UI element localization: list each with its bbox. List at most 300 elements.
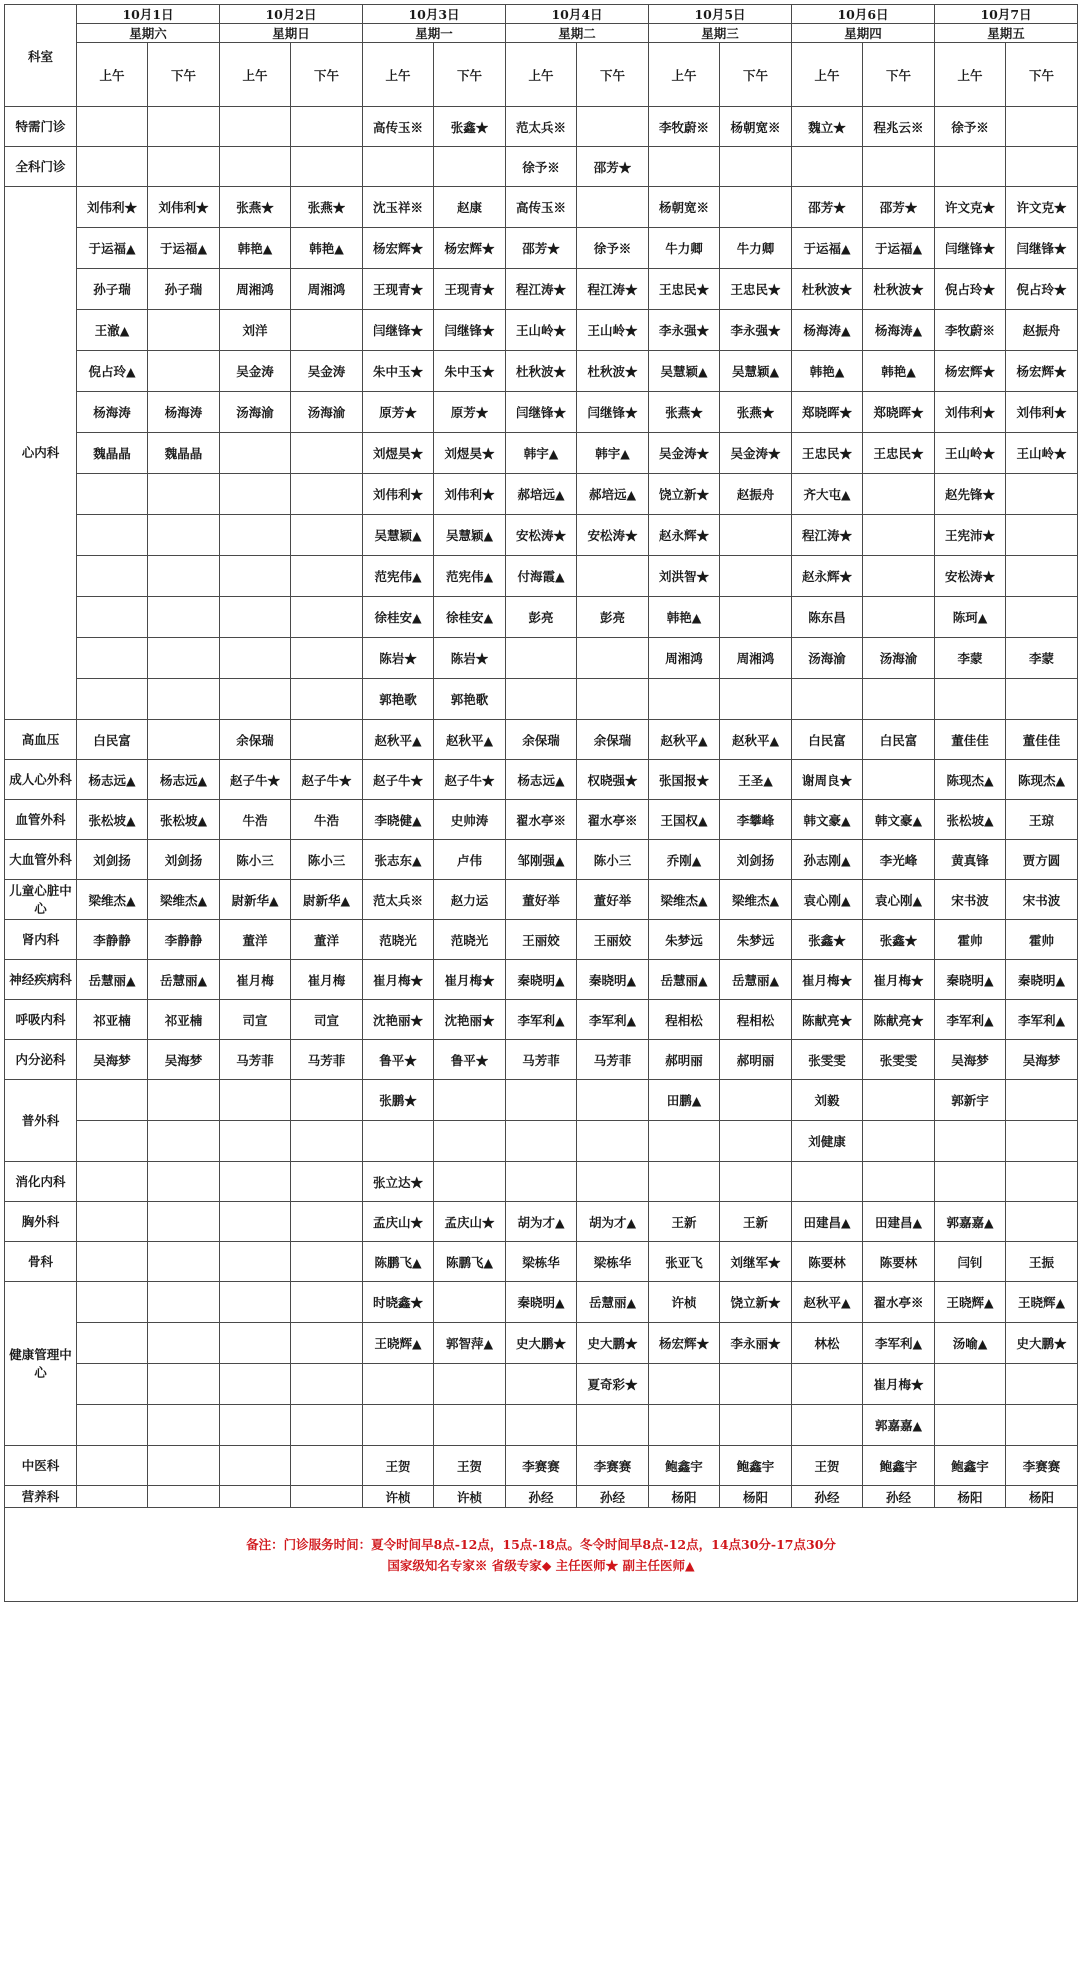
dept-name: 血管外科 (5, 800, 77, 840)
doctor-cell: 张燕★ (220, 187, 291, 228)
doctor-cell: 夏奇彩★ (577, 1364, 649, 1405)
doctor-cell (720, 147, 792, 187)
doctor-cell: 张鑫★ (863, 920, 935, 960)
doctor-cell: 韩艳▲ (291, 228, 363, 269)
morning-header: 上午 (649, 43, 720, 107)
doctor-cell (720, 1364, 792, 1405)
doctor-cell (720, 1080, 792, 1121)
doctor-cell: 朱中玉★ (434, 351, 506, 392)
doctor-cell: 原芳★ (363, 392, 434, 433)
doctor-cell: 白民富 (77, 720, 148, 760)
doctor-cell: 张国报★ (649, 760, 720, 800)
doctor-cell: 徐予※ (506, 147, 577, 187)
afternoon-header: 下午 (720, 43, 792, 107)
doctor-cell: 李军利▲ (506, 1000, 577, 1040)
doctor-cell: 陈岩★ (363, 638, 434, 679)
doctor-cell: 范宪伟▲ (363, 556, 434, 597)
doctor-cell: 李永强★ (720, 310, 792, 351)
morning-header: 上午 (792, 43, 863, 107)
doctor-cell (220, 474, 291, 515)
doctor-cell: 鲍鑫宇 (863, 1446, 935, 1486)
doctor-cell: 赵秋平▲ (363, 720, 434, 760)
doctor-cell (577, 187, 649, 228)
doctor-cell: 魏立★ (792, 107, 863, 147)
doctor-cell (220, 1202, 291, 1242)
doctor-cell: 倪占玲★ (935, 269, 1006, 310)
doctor-cell: 王山岭★ (577, 310, 649, 351)
doctor-cell: 郭智萍▲ (434, 1323, 506, 1364)
doctor-cell (506, 1121, 577, 1162)
doctor-cell: 赵永辉★ (792, 556, 863, 597)
doctor-cell (77, 1405, 148, 1446)
doctor-cell (1006, 1121, 1078, 1162)
doctor-cell (220, 556, 291, 597)
doctor-cell: 余保瑞 (577, 720, 649, 760)
doctor-cell (148, 1202, 220, 1242)
doctor-cell: 崔月梅 (291, 960, 363, 1000)
doctor-cell: 张雯雯 (863, 1040, 935, 1080)
doctor-cell: 王国权▲ (649, 800, 720, 840)
doctor-cell (935, 1162, 1006, 1202)
dept-name: 大血管外科 (5, 840, 77, 880)
doctor-cell (935, 679, 1006, 720)
doctor-cell: 程兆云※ (863, 107, 935, 147)
schedule-row (5, 187, 1078, 228)
doctor-cell: 袁心刚▲ (863, 880, 935, 920)
afternoon-header: 下午 (434, 43, 506, 107)
doctor-cell: 吴海梦 (935, 1040, 1006, 1080)
doctor-cell: 杜秋波★ (577, 351, 649, 392)
doctor-cell: 吴金涛 (220, 351, 291, 392)
doctor-cell: 吴慧颖▲ (363, 515, 434, 556)
doctor-cell (649, 1162, 720, 1202)
doctor-cell (220, 1364, 291, 1405)
doctor-cell: 王山岭★ (1006, 433, 1078, 474)
doctor-cell: 岳慧丽▲ (720, 960, 792, 1000)
date-header: 10月1日 (77, 5, 220, 24)
doctor-cell: 张鑫★ (434, 107, 506, 147)
doctor-cell: 李军利▲ (1006, 1000, 1078, 1040)
doctor-cell: 程江涛★ (577, 269, 649, 310)
doctor-cell: 马芳菲 (506, 1040, 577, 1080)
doctor-cell: 时晓鑫★ (363, 1282, 434, 1323)
doctor-cell (291, 556, 363, 597)
doctor-cell: 吴慧颖▲ (720, 351, 792, 392)
doctor-cell (506, 1405, 577, 1446)
doctor-cell (148, 1121, 220, 1162)
doctor-cell: 邵芳★ (506, 228, 577, 269)
doctor-cell (291, 720, 363, 760)
doctor-cell: 王贺 (792, 1446, 863, 1486)
schedule-row (5, 679, 1078, 720)
doctor-cell (291, 1121, 363, 1162)
doctor-cell: 孙子瑞 (148, 269, 220, 310)
doctor-cell (649, 147, 720, 187)
doctor-cell: 郭新宇 (935, 1080, 1006, 1121)
doctor-cell: 谢周良★ (792, 760, 863, 800)
afternoon-header: 下午 (863, 43, 935, 107)
doctor-cell: 吴金涛★ (720, 433, 792, 474)
schedule-row (5, 392, 1078, 433)
doctor-cell (291, 1405, 363, 1446)
doctor-cell: 刘洋 (220, 310, 291, 351)
doctor-cell: 陈小三 (220, 840, 291, 880)
doctor-cell: 田建昌▲ (863, 1202, 935, 1242)
doctor-cell: 董佳佳 (935, 720, 1006, 760)
doctor-cell: 林松 (792, 1323, 863, 1364)
doctor-cell: 赵子牛★ (363, 760, 434, 800)
doctor-cell (506, 1162, 577, 1202)
doctor-cell: 牛力卿 (720, 228, 792, 269)
doctor-cell (220, 1080, 291, 1121)
doctor-cell: 董洋 (220, 920, 291, 960)
doctor-cell: 汤海渝 (863, 638, 935, 679)
schedule-row (5, 1121, 1078, 1162)
morning-header: 上午 (363, 43, 434, 107)
doctor-cell (220, 1282, 291, 1323)
doctor-cell: 赵先锋★ (935, 474, 1006, 515)
doctor-cell: 李攀峰 (720, 800, 792, 840)
doctor-cell: 杨海涛▲ (792, 310, 863, 351)
schedule-row (5, 638, 1078, 679)
doctor-cell: 沈玉祥※ (363, 187, 434, 228)
schedule-row (5, 720, 1078, 760)
doctor-cell (434, 1405, 506, 1446)
doctor-cell: 吴金涛 (291, 351, 363, 392)
doctor-cell: 田鹏▲ (649, 1080, 720, 1121)
doctor-cell: 杨宏辉★ (649, 1323, 720, 1364)
doctor-cell (792, 1162, 863, 1202)
doctor-cell: 许文克★ (935, 187, 1006, 228)
doctor-cell: 杨阳 (720, 1486, 792, 1508)
morning-header: 上午 (77, 43, 148, 107)
doctor-cell: 李赛赛 (506, 1446, 577, 1486)
doctor-cell: 范宪伟▲ (434, 556, 506, 597)
doctor-cell (291, 1080, 363, 1121)
doctor-cell: 郑晓晖★ (792, 392, 863, 433)
doctor-cell: 王晓辉▲ (935, 1282, 1006, 1323)
schedule-row (5, 1040, 1078, 1080)
doctor-cell (220, 638, 291, 679)
doctor-cell: 程相松 (720, 1000, 792, 1040)
doctor-cell: 杨朝宽※ (720, 107, 792, 147)
doctor-cell (77, 1282, 148, 1323)
doctor-cell: 董好举 (506, 880, 577, 920)
doctor-cell: 李赛赛 (1006, 1446, 1078, 1486)
doctor-cell: 徐予※ (935, 107, 1006, 147)
doctor-cell (1006, 515, 1078, 556)
doctor-cell: 李永丽★ (720, 1323, 792, 1364)
dept-name: 普外科 (5, 1080, 77, 1162)
doctor-cell: 杨宏辉★ (434, 228, 506, 269)
weekday-header: 星期六 (77, 24, 220, 43)
doctor-cell: 闫继锋★ (363, 310, 434, 351)
doctor-cell: 霍帅 (1006, 920, 1078, 960)
doctor-cell: 鲍鑫宇 (935, 1446, 1006, 1486)
doctor-cell: 张鹏★ (363, 1080, 434, 1121)
doctor-cell (1006, 597, 1078, 638)
doctor-cell: 韩宇▲ (577, 433, 649, 474)
schedule-note (5, 1508, 1078, 1602)
doctor-cell (506, 638, 577, 679)
schedule-row (5, 920, 1078, 960)
doctor-cell: 岳慧丽▲ (148, 960, 220, 1000)
doctor-cell: 王澈▲ (77, 310, 148, 351)
doctor-cell: 贾方圆 (1006, 840, 1078, 880)
doctor-cell (148, 556, 220, 597)
doctor-cell: 赵振舟 (720, 474, 792, 515)
schedule-row (5, 1446, 1078, 1486)
schedule-row (5, 1323, 1078, 1364)
doctor-cell: 安松涛★ (935, 556, 1006, 597)
doctor-cell: 梁栋华 (506, 1242, 577, 1282)
doctor-cell: 于运福▲ (792, 228, 863, 269)
doctor-cell (291, 310, 363, 351)
doctor-cell (720, 556, 792, 597)
schedule-row (5, 1242, 1078, 1282)
dept-name: 成人心外科 (5, 760, 77, 800)
doctor-cell: 刘健康 (792, 1121, 863, 1162)
doctor-cell: 倪占玲★ (1006, 269, 1078, 310)
doctor-cell: 张雯雯 (792, 1040, 863, 1080)
doctor-cell: 许桢 (649, 1282, 720, 1323)
doctor-cell: 孙经 (577, 1486, 649, 1508)
dept-name: 中医科 (5, 1446, 77, 1486)
doctor-cell: 王振 (1006, 1242, 1078, 1282)
doctor-cell: 李蒙 (935, 638, 1006, 679)
doctor-cell: 韩艳▲ (863, 351, 935, 392)
doctor-cell: 魏晶晶 (148, 433, 220, 474)
doctor-cell: 王宪沛★ (935, 515, 1006, 556)
doctor-cell: 朱梦远 (649, 920, 720, 960)
doctor-cell: 杨宏辉★ (1006, 351, 1078, 392)
doctor-cell: 吴海梦 (77, 1040, 148, 1080)
doctor-cell: 史大鹏★ (577, 1323, 649, 1364)
doctor-cell: 秦晓明▲ (577, 960, 649, 1000)
doctor-cell: 付海霞▲ (506, 556, 577, 597)
doctor-cell (220, 1405, 291, 1446)
doctor-cell: 陈现杰▲ (935, 760, 1006, 800)
doctor-cell (148, 351, 220, 392)
doctor-cell: 鲍鑫宇 (720, 1446, 792, 1486)
doctor-cell (434, 1121, 506, 1162)
doctor-cell: 牛力卿 (649, 228, 720, 269)
doctor-cell: 许桢 (434, 1486, 506, 1508)
doctor-cell: 徐桂安▲ (363, 597, 434, 638)
doctor-cell (220, 597, 291, 638)
date-header: 10月4日 (506, 5, 649, 24)
doctor-cell: 赵秋平▲ (792, 1282, 863, 1323)
doctor-cell (434, 147, 506, 187)
doctor-cell: 张燕★ (720, 392, 792, 433)
doctor-cell: 岳慧丽▲ (77, 960, 148, 1000)
doctor-cell: 陈要林 (792, 1242, 863, 1282)
doctor-cell: 岳慧丽▲ (649, 960, 720, 1000)
date-header: 10月2日 (220, 5, 363, 24)
doctor-cell: 孙经 (863, 1486, 935, 1508)
doctor-cell (577, 1080, 649, 1121)
doctor-cell: 翟水亭※ (577, 800, 649, 840)
doctor-cell: 祁亚楠 (148, 1000, 220, 1040)
doctor-cell: 汤喻▲ (935, 1323, 1006, 1364)
doctor-cell: 乔刚▲ (649, 840, 720, 880)
schedule-row (5, 147, 1078, 187)
doctor-cell (434, 1282, 506, 1323)
doctor-cell: 董好举 (577, 880, 649, 920)
doctor-cell (863, 679, 935, 720)
doctor-cell: 杨朝宽※ (649, 187, 720, 228)
doctor-cell (363, 1405, 434, 1446)
weekday-header: 星期日 (220, 24, 363, 43)
doctor-cell: 杨海涛 (77, 392, 148, 433)
doctor-cell: 田建昌▲ (792, 1202, 863, 1242)
doctor-cell (220, 1486, 291, 1508)
doctor-cell: 杜秋波★ (863, 269, 935, 310)
doctor-cell (148, 1282, 220, 1323)
doctor-cell: 于运福▲ (148, 228, 220, 269)
doctor-cell: 吴海梦 (148, 1040, 220, 1080)
doctor-cell: 刘伟利★ (1006, 392, 1078, 433)
doctor-cell: 于运福▲ (863, 228, 935, 269)
doctor-cell: 王新 (649, 1202, 720, 1242)
doctor-cell: 闫继锋★ (935, 228, 1006, 269)
doctor-cell: 尉新华▲ (291, 880, 363, 920)
doctor-cell: 刘伟利★ (363, 474, 434, 515)
doctor-cell: 董洋 (291, 920, 363, 960)
doctor-cell: 郭嘉嘉▲ (935, 1202, 1006, 1242)
schedule-row (5, 1202, 1078, 1242)
doctor-cell: 范晓光 (434, 920, 506, 960)
weekday-header: 星期一 (363, 24, 506, 43)
doctor-cell (77, 638, 148, 679)
doctor-cell: 刘剑扬 (148, 840, 220, 880)
doctor-cell: 吴慧颖▲ (649, 351, 720, 392)
doctor-cell (720, 597, 792, 638)
doctor-cell (77, 1323, 148, 1364)
doctor-cell: 邹刚强▲ (506, 840, 577, 880)
dept-name: 骨科 (5, 1242, 77, 1282)
doctor-cell: 程江涛★ (792, 515, 863, 556)
doctor-cell: 朱梦远 (720, 920, 792, 960)
doctor-cell (577, 1162, 649, 1202)
doctor-cell: 孙子瑞 (77, 269, 148, 310)
doctor-cell: 刘伟利★ (148, 187, 220, 228)
doctor-cell (291, 1323, 363, 1364)
doctor-cell: 沈艳丽★ (434, 1000, 506, 1040)
doctor-cell: 刘煜昊★ (363, 433, 434, 474)
weekday-header: 星期二 (506, 24, 649, 43)
doctor-cell: 高传玉※ (363, 107, 434, 147)
schedule-row (5, 1000, 1078, 1040)
doctor-cell: 李牧蔚※ (649, 107, 720, 147)
doctor-cell: 杨志远▲ (148, 760, 220, 800)
doctor-cell: 郝培远▲ (577, 474, 649, 515)
doctor-cell (792, 1364, 863, 1405)
doctor-cell: 邵芳★ (577, 147, 649, 187)
doctor-cell: 赵振舟 (1006, 310, 1078, 351)
doctor-cell (77, 556, 148, 597)
doctor-cell: 饶立新★ (720, 1282, 792, 1323)
doctor-cell: 陈小三 (291, 840, 363, 880)
doctor-cell: 周湘鸿 (720, 638, 792, 679)
doctor-cell: 韩艳▲ (220, 228, 291, 269)
doctor-cell: 闫钊 (935, 1242, 1006, 1282)
doctor-cell: 秦晓明▲ (506, 960, 577, 1000)
doctor-cell (220, 1162, 291, 1202)
doctor-cell (77, 1080, 148, 1121)
doctor-cell: 陈岩★ (434, 638, 506, 679)
dept-name: 营养科 (5, 1486, 77, 1508)
doctor-cell (1006, 1202, 1078, 1242)
doctor-cell: 陈献亮★ (863, 1000, 935, 1040)
schedule-row (5, 269, 1078, 310)
doctor-cell: 余保瑞 (506, 720, 577, 760)
doctor-cell: 陈现杰▲ (1006, 760, 1078, 800)
doctor-cell (363, 1121, 434, 1162)
doctor-cell (77, 1446, 148, 1486)
doctor-cell (935, 147, 1006, 187)
doctor-cell: 陈珂▲ (935, 597, 1006, 638)
doctor-cell: 白民富 (863, 720, 935, 760)
doctor-cell: 杜秋波★ (506, 351, 577, 392)
doctor-cell (77, 1162, 148, 1202)
dept-name: 消化内科 (5, 1162, 77, 1202)
doctor-cell (291, 1162, 363, 1202)
doctor-cell: 安松涛★ (577, 515, 649, 556)
doctor-cell: 杨海涛 (148, 392, 220, 433)
doctor-cell: 张燕★ (291, 187, 363, 228)
doctor-cell: 司宣 (220, 1000, 291, 1040)
schedule-row (5, 880, 1078, 920)
doctor-cell: 汤海渝 (792, 638, 863, 679)
doctor-cell: 张亚飞 (649, 1242, 720, 1282)
doctor-cell (863, 597, 935, 638)
afternoon-header: 下午 (291, 43, 363, 107)
dept-name: 特需门诊 (5, 107, 77, 147)
doctor-cell: 马芳菲 (291, 1040, 363, 1080)
doctor-cell: 秦晓明▲ (935, 960, 1006, 1000)
doctor-cell: 郝明丽 (720, 1040, 792, 1080)
doctor-cell (148, 1242, 220, 1282)
doctor-cell (291, 679, 363, 720)
doctor-cell: 沈艳丽★ (363, 1000, 434, 1040)
schedule-row (5, 1364, 1078, 1405)
doctor-cell: 邵芳★ (863, 187, 935, 228)
doctor-cell (1006, 1364, 1078, 1405)
doctor-cell: 梁维杰▲ (649, 880, 720, 920)
doctor-cell: 岳慧丽▲ (577, 1282, 649, 1323)
doctor-cell: 许桢 (363, 1486, 434, 1508)
doctor-cell: 郝明丽 (649, 1040, 720, 1080)
doctor-cell: 陈献亮★ (792, 1000, 863, 1040)
weekday-header: 星期三 (649, 24, 792, 43)
doctor-cell: 赵秋平▲ (434, 720, 506, 760)
doctor-cell: 韩艳▲ (649, 597, 720, 638)
doctor-cell: 黄真锋 (935, 840, 1006, 880)
dept-name: 全科门诊 (5, 147, 77, 187)
schedule-row (5, 1162, 1078, 1202)
doctor-cell (649, 679, 720, 720)
doctor-cell: 翟水亭※ (506, 800, 577, 840)
schedule-row (5, 960, 1078, 1000)
doctor-cell: 王晓辉▲ (363, 1323, 434, 1364)
schedule-row (5, 597, 1078, 638)
doctor-cell (148, 1446, 220, 1486)
doctor-cell: 张燕★ (649, 392, 720, 433)
doctor-cell: 刘伟利★ (77, 187, 148, 228)
doctor-cell (220, 1446, 291, 1486)
doctor-cell (220, 515, 291, 556)
